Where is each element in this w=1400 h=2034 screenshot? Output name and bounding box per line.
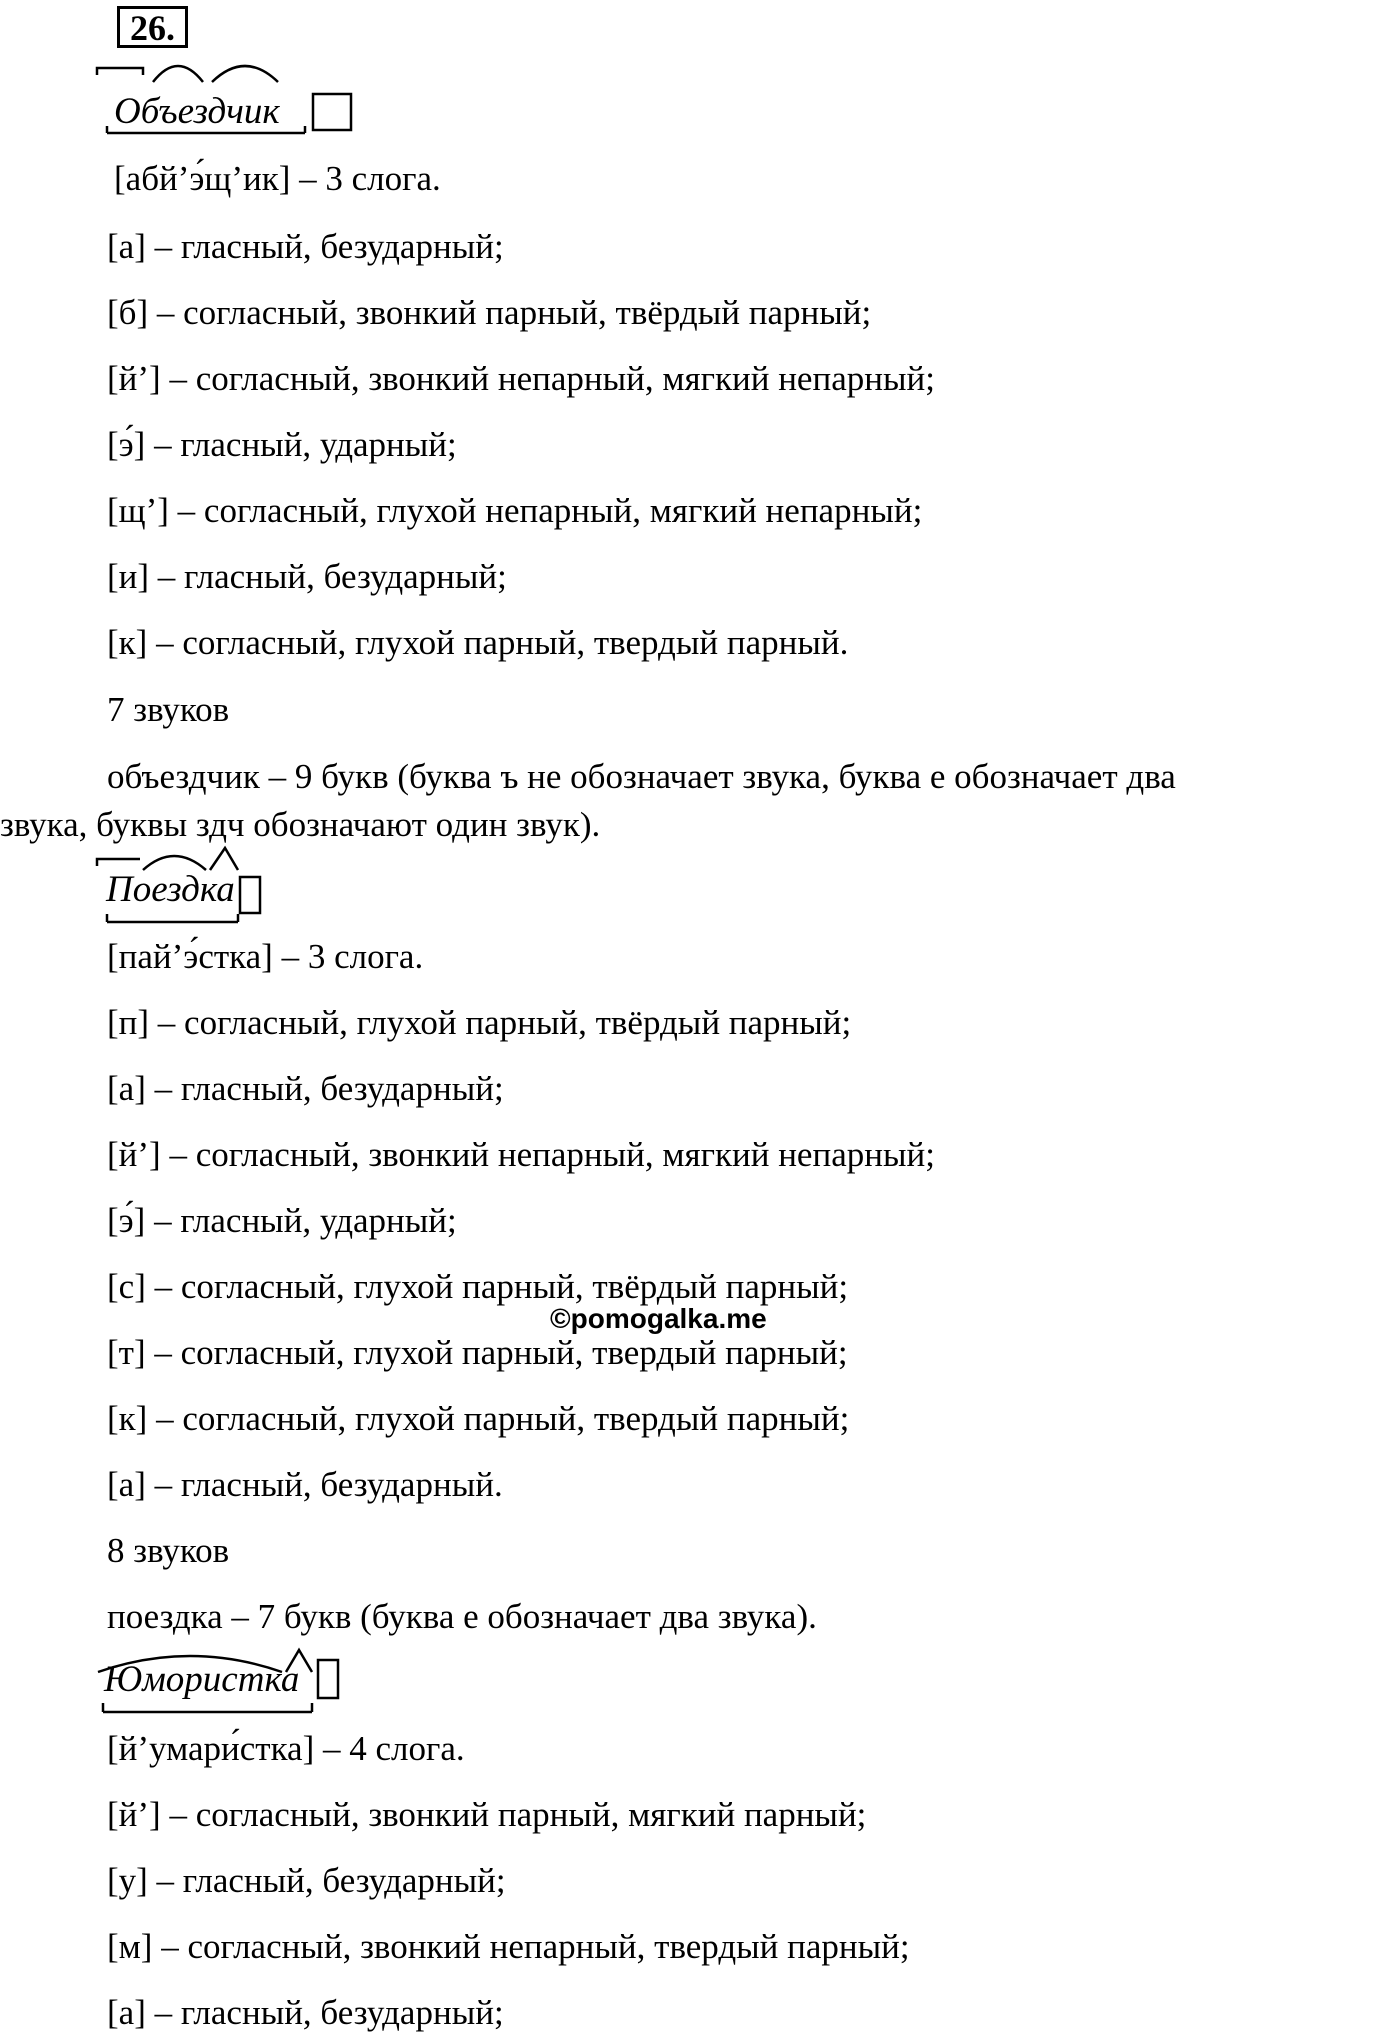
sound-line: [э́] – гласный, ударный; [107, 425, 457, 464]
ending-box [313, 94, 351, 130]
transcription: [пай’э́стка] – 3 слога. [107, 937, 424, 976]
sound-line: [б] – согласный, звонкий парный, твёрдый парный; [107, 293, 872, 332]
sound-count: 8 звуков [107, 1531, 230, 1570]
word-heading: Поездка [106, 869, 235, 910]
word-heading: Юмористка [104, 1659, 300, 1700]
sound-line: [а] – гласный, безударный. [107, 1465, 503, 1504]
ending-box [318, 1660, 338, 1698]
sound-line: [э́] – гласный, ударный; [107, 1201, 457, 1240]
sound-line: [к] – согласный, глухой парный, твердый парный; [107, 1399, 850, 1438]
sound-line: [м] – согласный, звонкий непарный, твердый парный; [107, 1927, 910, 1966]
letters-note: поездка – 7 букв (буква е обозначает два звука). [107, 1597, 817, 1636]
transcription: [абй’э́щ’ик] – 3 слога. [114, 159, 441, 198]
sound-line: [у] – гласный, безударный; [107, 1861, 506, 1900]
sound-line: [й’] – согласный, звонкий непарный, мягкий непарный; [107, 359, 935, 398]
transcription: [й’умари́стка] – 4 слога. [107, 1729, 465, 1768]
root-arc [153, 66, 203, 82]
sound-line: [й’] – согласный, звонкий непарный, мягкий непарный; [107, 1135, 935, 1174]
suffix-arc [212, 66, 278, 82]
sound-line: [п] – согласный, глухой парный, твёрдый парный; [107, 1003, 852, 1042]
sound-line: [а] – гласный, безударный; [107, 227, 504, 266]
word-heading: Объездчик [114, 91, 280, 132]
sound-line: [й’] – согласный, звонкий парный, мягкий парный; [107, 1795, 867, 1834]
task-number: 26. [117, 6, 188, 48]
sound-line: [и] – гласный, безударный; [107, 557, 507, 596]
sound-count: 7 звуков [107, 690, 230, 729]
ending-box [240, 877, 260, 913]
sound-line: [с] – согласный, глухой парный, твёрдый парный; [107, 1267, 849, 1306]
prefix-mark [97, 68, 143, 75]
suffix-mark [210, 848, 238, 870]
sound-line: [щ’] – согласный, глухой непарный, мягкий непарный; [107, 491, 923, 530]
letters-note-cont: звука, буквы здч обозначают один звук). [0, 805, 601, 844]
sound-line: [а] – гласный, безударный; [107, 1069, 504, 1108]
letters-note: объездчик – 9 букв (буква ъ не обозначает звука, буква е обозначает два [107, 757, 1176, 796]
sound-line: [т] – согласный, глухой парный, твердый парный; [107, 1333, 848, 1372]
watermark: ©pomogalka.me [550, 1303, 767, 1334]
sound-line: [а] – гласный, безударный; [107, 1993, 504, 2032]
prefix-mark [97, 859, 140, 866]
sound-line: [к] – согласный, глухой парный, твердый парный. [107, 623, 849, 662]
